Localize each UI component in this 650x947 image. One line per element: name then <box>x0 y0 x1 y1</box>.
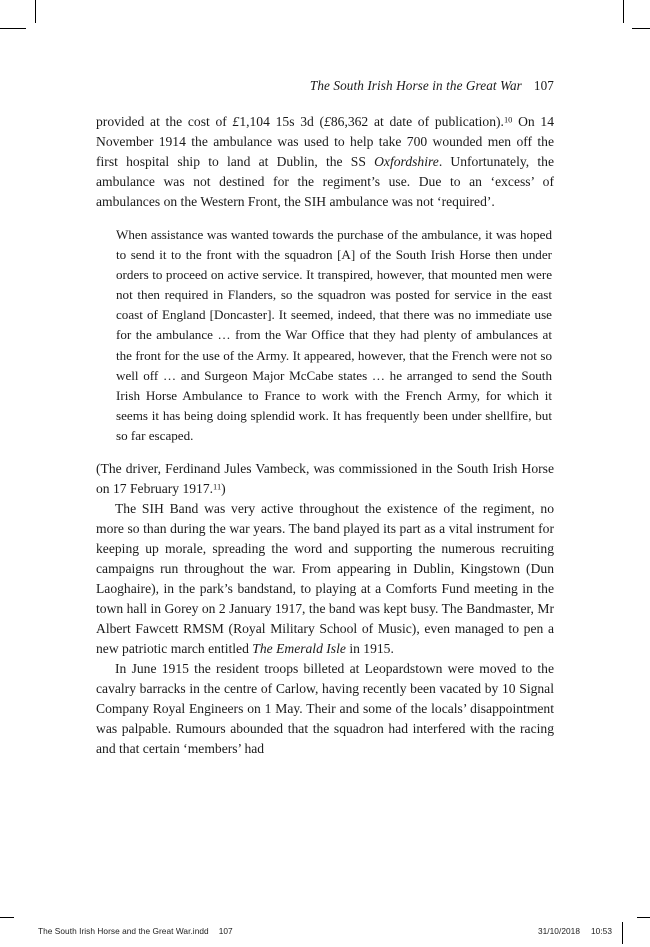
footnote-marker-10: 10 <box>503 114 513 125</box>
paragraph-driver-note <box>96 459 554 499</box>
para2-segment-1: (The driver, Ferdinand Jules Vambeck, was commissioned in the South Irish Horse on 17 February 1917. <box>96 460 554 496</box>
paragraph-sih-band <box>96 499 554 659</box>
para3-segment-1: The SIH Band was very active throughout the existence of the regiment, no more so than during the war years. The band played its part as a vital instrument for keeping up morale, spreading the word and supporting the numerous recruiting campaigns run throughout the war. From appearing in Dublin, Kingstown (Dun Laoghaire), in the park’s bandstand, to playing at a Comforts Fund meeting in the town hall in Gorey on 2 January 1917, the band was kept busy. The Bandmaster, Mr Albert Fawcett RMSM (Royal Military School of Music), even managed to pen a new patriotic march entitled <box>96 500 554 657</box>
running-head <box>96 78 554 94</box>
footer-date: 31/10/2018 <box>537 926 580 936</box>
crop-mark-top-right-horizontal <box>632 28 650 29</box>
pound-sign-1: £ <box>232 114 240 129</box>
footer-filename: The South Irish Horse and the Great War.indd <box>38 926 209 936</box>
para1-amount-2: 86,362 at date of publication). <box>330 114 504 129</box>
para1-segment-1: provided at the cost of <box>96 114 233 129</box>
march-title-emerald-isle: The Emerald Isle <box>252 641 346 657</box>
crop-mark-bottom-left-horizontal <box>0 917 14 918</box>
footer-page-number: 107 <box>218 926 233 936</box>
footer-right <box>538 926 612 936</box>
paragraph-carlow-barracks: In June 1915 the resident troops billeted at Leopardstown were moved to the cavalry barracks in the centre of Carlow, having recently been vacated by 10 Signal Company Royal Engineers on 1 May. Their and some of the locals’ disappointment was palpable. Rumours abounded that the squadron had interfered with the racing and that certain ‘members’ had <box>96 661 554 757</box>
pound-sign-2: £ <box>324 114 331 129</box>
crop-mark-top-left-horizontal <box>0 28 26 29</box>
para3-segment-2: in 1915. <box>345 641 394 657</box>
paragraph-ambulance-cost <box>96 112 554 212</box>
crop-mark-bottom-right-vertical <box>622 922 623 944</box>
footer-time: 10:53 <box>590 926 612 936</box>
footer-slug-line <box>38 926 612 936</box>
page-folio-number: 107 <box>533 78 554 93</box>
para1-segment-3: . Unfortunately, the ambulance was not destined for the regiment’s use. Due to an ‘excess’ of ambulances on the Western Front, the SIH ambulance was not ‘required’. <box>96 154 554 210</box>
ship-name-oxfordshire: Oxfordshire <box>374 154 439 170</box>
footnote-marker-11: 11 <box>213 481 222 492</box>
block-quotation <box>96 225 554 446</box>
crop-mark-bottom-right-horizontal <box>637 917 650 918</box>
page-text-block <box>96 112 554 759</box>
crop-mark-top-right-vertical <box>623 0 624 23</box>
running-head-title: The South Irish Horse in the Great War <box>309 78 522 93</box>
para1-amount-1: 1,104 15s 3d ( <box>239 114 325 129</box>
footer-left <box>38 926 233 936</box>
para1-segment-2: On 14 November 1914 the ambulance was used to help take 700 wounded men off the first hospital ship to land at Dublin, the SS <box>96 114 554 170</box>
block-quotation-text: When assistance was wanted towards the purchase of the ambulance, it was hoped to send it to the front with the squadron [A] of the South Irish Horse then under orders to proceed on active service. It transpired, however, that mounted men were not then required in Flanders, so the squadron was posted for service in the east coast of England [Doncaster]. It seemed, indeed, that there was no immediate use for the ambulance … from the War Office that they had plenty of ambulances at the front for the use of the Army. It appeared, however, that the French were not so well off … and Surgeon Major McCabe states … he arranged to send the South Irish Horse Ambulance to France to work with the French Army, for which it seems it has being doing splendid work. It has frequently been under shellfire, but so far escaped. <box>116 227 552 443</box>
crop-mark-top-left-vertical <box>35 0 36 23</box>
para2-segment-2: ) <box>221 480 226 496</box>
